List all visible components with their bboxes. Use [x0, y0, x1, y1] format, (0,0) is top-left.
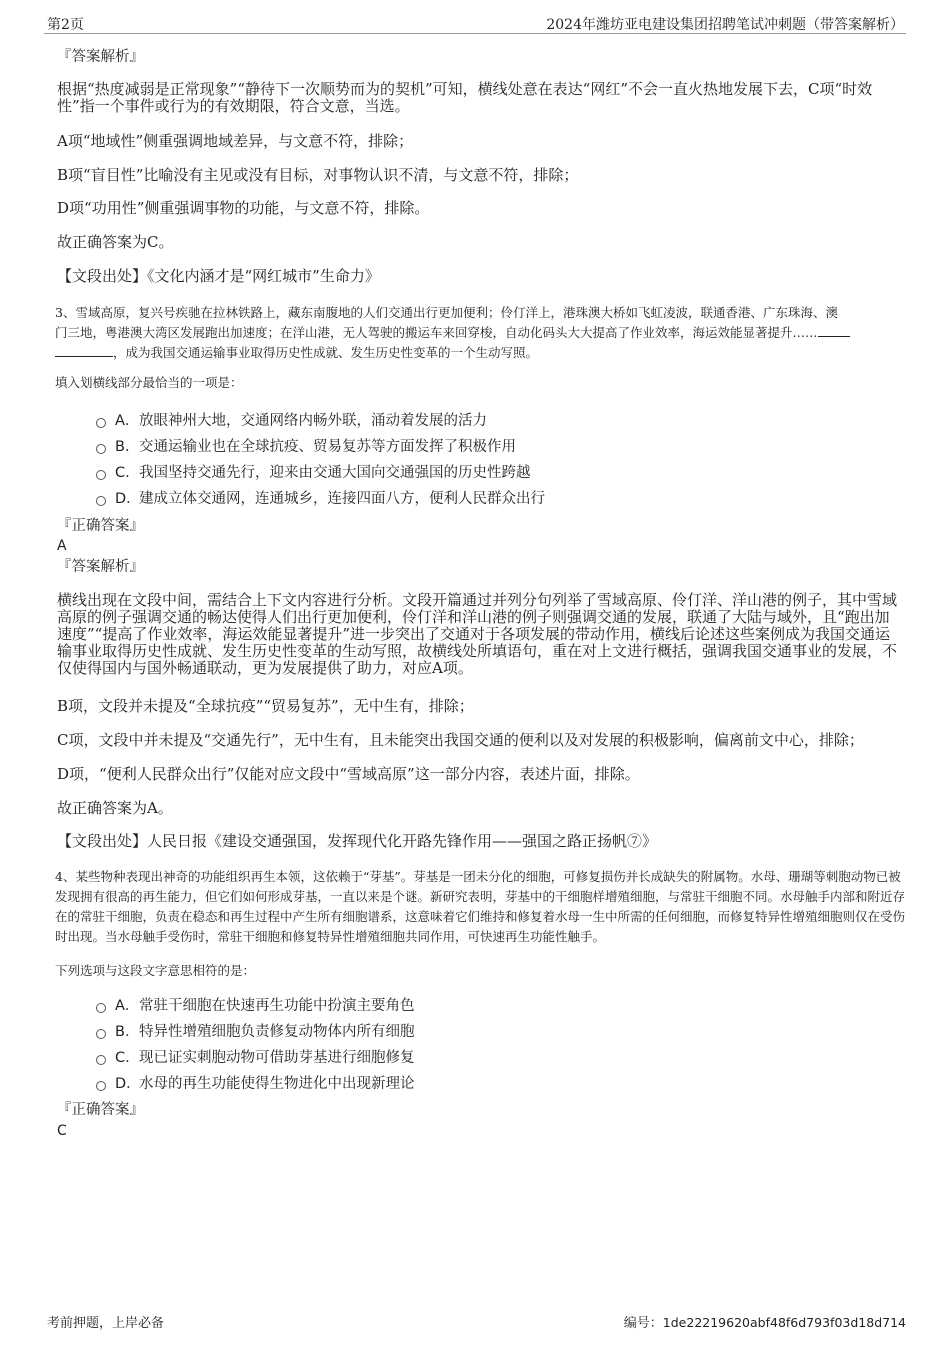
- option-text: 现已证实刺胞动物可借助芽基进行细胞修复: [139, 1050, 415, 1066]
- radio-button-icon[interactable]: [96, 1029, 106, 1039]
- q3-stem-line-2: [55, 323, 905, 343]
- q3-option-d-analysis: D项，“便利人民群众出行”仅能对应文段中“雪域高原”这一部分内容，表述片面，排除。: [57, 765, 640, 783]
- option-text: 交通运输业也在全球抗疫、贸易复苏等方面发挥了积极作用: [139, 439, 516, 455]
- option-letter: D．: [115, 1076, 141, 1092]
- option-text: 常驻干细胞在快速再生功能中扮演主要角色: [139, 998, 415, 1014]
- q3-conclusion: 故正确答案为A。: [57, 799, 173, 817]
- option-text: 建成立体交通网，连通城乡，连接四面八方，便利人民群众出行: [139, 491, 545, 507]
- answer-blank-continued: [55, 344, 113, 357]
- q3-answer: A: [57, 538, 67, 554]
- q2-option-d-analysis: D项“功用性”侧重强调事物的功能，与文意不符，排除。: [57, 199, 430, 217]
- q3-option-b-analysis: B项，文段并未提及“全球抗疫”“贸易复苏”，无中生有，排除；: [57, 697, 474, 715]
- option-letter: D．: [115, 491, 141, 507]
- option-text: 水母的再生功能使得生物进化中出现新理论: [139, 1076, 415, 1092]
- q3-stem: [55, 303, 905, 363]
- q3-option-c-analysis: C项，文段中并未提及“交通先行”，无中生有，且未能突出我国交通的便利以及对发展的积极影响，偏离前文中心，排除；: [57, 731, 864, 749]
- document-title: 2024年潍坊亚电建设集团招聘笔试冲刺题（带答案解析）: [546, 17, 904, 33]
- q2-conclusion: 故正确答案为C。: [57, 233, 174, 251]
- code-value: 1de22219620abf48f6d793f03d18d714: [662, 1315, 906, 1330]
- q2-source: 【文段出处】《文化内涵才是“网红城市”生命力》: [57, 267, 380, 285]
- option-letter: B．: [115, 1024, 140, 1040]
- q3-stem-line-2-text: 门三地，粤港澳大湾区发展跑出加速度；在洋山港，无人驾驶的搬运车来回穿梭，自动化码头大大提高了作业效率，海运效能显著提升……: [55, 325, 818, 340]
- option-letter: C．: [115, 1050, 140, 1066]
- q4-prompt: 下列选项与这段文字意思相符的是：: [55, 963, 256, 978]
- option-text: 放眼神州大地，交通网络内畅外联，涌动着发展的活力: [139, 413, 487, 429]
- q3-option-c[interactable]: [96, 464, 876, 482]
- radio-button-icon[interactable]: [96, 470, 106, 480]
- q3-stem-line-1: 3、雪域高原，复兴号疾驰在拉林铁路上，藏东南腹地的人们交通出行更加便利；伶仃洋上，港珠澳大桥如飞虹凌波，联通香港、广东珠海、澳: [55, 305, 838, 320]
- option-letter: C．: [115, 465, 140, 481]
- option-letter: B．: [115, 439, 140, 455]
- answer-blank: [818, 324, 850, 337]
- q3-option-a[interactable]: [96, 412, 876, 430]
- option-letter: A．: [115, 998, 140, 1014]
- q4-option-a[interactable]: [96, 997, 876, 1015]
- q2-analysis-label: 『答案解析』: [57, 49, 144, 65]
- option-text: 我国坚持交通先行，迎来由交通大国向交通强国的历史性跨越: [139, 465, 531, 481]
- q2-option-b-analysis: B项“盲目性”比喻没有主见或没有目标，对事物认识不清，与文意不符，排除；: [57, 166, 579, 184]
- radio-button-icon[interactable]: [96, 1081, 106, 1091]
- q2-analysis-paragraph: 根据“热度减弱是正常现象”“静待下一次顺势而为的契机”可知，横线处意在表达“网红”不会一直火热地发展下去，C项“时效性”指一个事件或行为的有效期限，符合文意，当选。: [57, 80, 873, 115]
- code-label: 编号：: [623, 1316, 663, 1331]
- radio-button-icon[interactable]: [96, 496, 106, 506]
- option-text: 特异性增殖细胞负责修复动物体内所有细胞: [139, 1024, 415, 1040]
- q3-source: 【文段出处】人民日报《建设交通强国，发挥现代化开路先锋作用——强国之路正扬帆⑦》: [57, 832, 658, 850]
- page-number: 第2页: [47, 17, 84, 33]
- q2-option-a-analysis: A项“地域性”侧重强调地域差异，与文意不符，排除；: [57, 132, 414, 150]
- q4-option-d[interactable]: [96, 1075, 876, 1093]
- q4-option-b[interactable]: [96, 1023, 876, 1041]
- q3-stem-line-3-text: ，成为我国交通运输事业取得历史性成就、发生历史性变革的一个生动写照。: [113, 345, 539, 360]
- q3-prompt: 填入划横线部分最恰当的一项是：: [55, 375, 243, 390]
- q3-analysis-paragraph: 横线出现在文段中间，需结合上下文内容进行分析。文段开篇通过并列分句列举了雪域高原、伶仃洋、洋山港的例子，其中雪域高原的例子强调交通的畅达使得人们出行更加便利，伶仃洋和洋山港的例子则强调交通的发展，联通了大陆与域外，且“跑出加速度”“提高了作业效率，海运效能显著提升”进一步突出了交通对于各项发展的带动作用，横线后论述这些案例成为我国交通运输事业取得历史性成就、发生历史性变革的生动写照，故横线处所填语句，重在对上文进行概括，强调我国交通事业的发展，不仅使得国内与国外畅通联动，更为发展提供了助力，对应A项。: [57, 591, 898, 677]
- radio-button-icon[interactable]: [96, 418, 106, 428]
- q4-stem: 4、某些物种表现出神奇的功能组织再生本领，这依赖于“芽基”。芽基是一团未分化的细胞，可修复损伤并长成缺失的附属物。水母、珊瑚等刺胞动物已被发现拥有很高的再生能力，但它们如何形成芽基，一直以来是个谜。新研究表明，芽基中的干细胞样增殖细胞，与常驻干细胞不同。水母触手内部和附近存在的常驻干细胞，负责在稳态和再生过程中产生所有细胞谱系，这意味着它们维持和修复着水母一生中所需的任何细胞，而修复特异性增殖细胞则仅在受伤时出现。当水母触手受伤时，常驻干细胞和修复特异性增殖细胞共同作用，可快速再生功能性触手。: [55, 869, 906, 944]
- q3-analysis-label: 『答案解析』: [57, 559, 144, 575]
- page-header: [0, 0, 950, 34]
- q3-stem-line-3: [55, 343, 905, 363]
- q4-option-c[interactable]: [96, 1049, 876, 1067]
- radio-button-icon[interactable]: [96, 444, 106, 454]
- header-divider: [44, 33, 906, 34]
- q3-answer-label: 『正确答案』: [57, 518, 144, 534]
- q3-option-b[interactable]: [96, 438, 876, 456]
- radio-button-icon[interactable]: [96, 1003, 106, 1013]
- q4-answer: C: [57, 1123, 67, 1139]
- option-letter: A．: [115, 413, 140, 429]
- footer-document-code: [624, 1312, 906, 1331]
- q4-answer-label: 『正确答案』: [57, 1102, 144, 1118]
- q3-option-d[interactable]: [96, 490, 876, 508]
- footer-slogan: 考前押题，上岸必备: [47, 1316, 165, 1331]
- radio-button-icon[interactable]: [96, 1055, 106, 1065]
